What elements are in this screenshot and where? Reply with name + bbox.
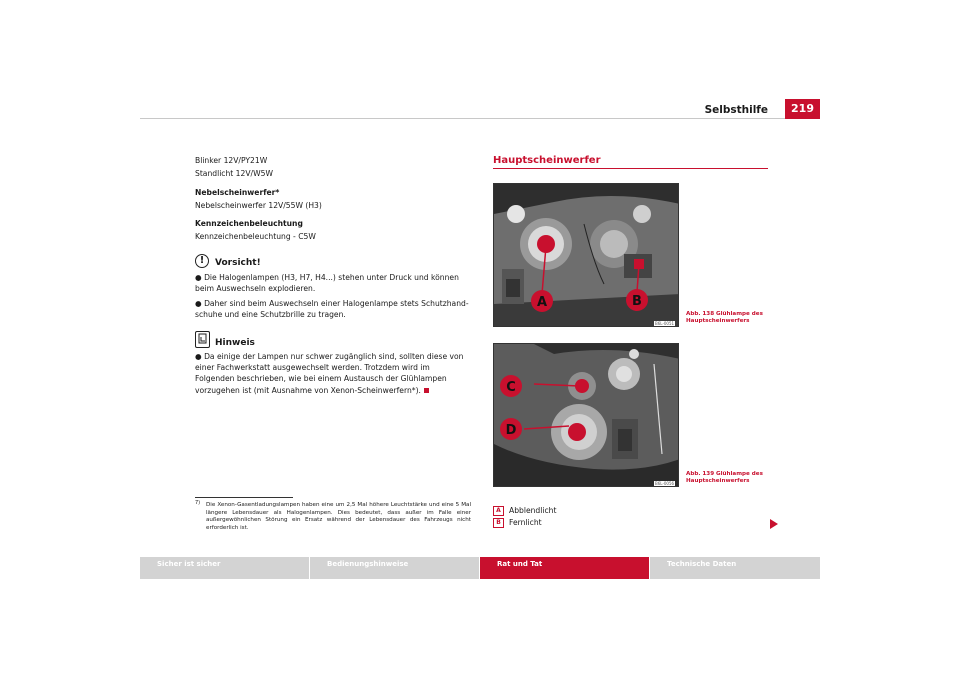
heading-kennzeichen: Kennzeichenbeleuchtung [195, 219, 303, 228]
exclamation-icon: ! [195, 254, 209, 268]
spec-line-standlicht: Standlicht 12V/W5W [195, 169, 273, 178]
footnote-marker: 7) [195, 500, 201, 506]
tab-sicher-ist-sicher[interactable]: Sicher ist sicher [140, 557, 309, 579]
figure-label-d: D [505, 423, 517, 438]
footnote [195, 502, 471, 532]
note-text: Da einige der Lampen nur schwer zugänglich sind, sollten diese von einer Fachwerkstatt ausgewechselt werden. Trotzdem wird im Folgenden beschrieben, wie bei einem Austausch der Glühlampen vorzugehen ist (mit Ausnahme von Xenon-Scheinwerfern*). [195, 352, 464, 395]
heading-nebelscheinwerfer: Nebelscheinwerfer* [195, 188, 280, 197]
page-header-title: Selbsthilfe [704, 104, 768, 116]
tab-rat-und-tat[interactable]: Rat und Tat [480, 557, 649, 579]
bullet-icon: ● [195, 299, 202, 308]
warning-item-2-text: Daher sind beim Auswechseln einer Halogenlampe stets Schutzhand-schuhe und eine Schutzbrille zu tragen. [195, 299, 469, 320]
figure-139-caption: Abb. 139 Glühlampe des Hauptscheinwerfers [686, 471, 763, 485]
legend-item-a [493, 506, 556, 516]
figure-138-code: B6L-0051 [655, 321, 675, 326]
figure-label-b: B [632, 294, 642, 309]
figure-138-caption: Abb. 138 Glühlampe des Hauptscheinwerfers [686, 311, 763, 325]
footnote-text: Die Xenon-Gasentladungslampen haben eine um 2,5 Mal höhere Leuchtstärke und eine 5 Mal längere Lebensdauer als Halogenlampen. Dies bedeutet, dass außer im Falle einer außergewöhnlichen Störung ein Ersatz während der Lebensdauer des Fahrzeugs nicht erforderlich ist. [206, 502, 471, 531]
note-icon [195, 331, 210, 348]
footnote-divider [195, 497, 293, 498]
warning-item-1 [195, 272, 470, 294]
section-title: Hauptscheinwerfer [493, 155, 601, 166]
tab-technische-daten[interactable]: Technische Daten [650, 557, 820, 579]
spec-line-blinker: Blinker 12V/PY21W [195, 156, 268, 165]
legend-key-b: B [493, 518, 504, 528]
header-divider [140, 118, 785, 119]
arrow-right-icon[interactable] [770, 519, 778, 529]
bullet-icon: ● [195, 273, 202, 282]
figure-139-image [493, 343, 679, 487]
figure-138-image [493, 183, 679, 327]
figure-label-a: A [536, 295, 548, 310]
spec-line-nebel: Nebelscheinwerfer 12V/55W (H3) [195, 201, 322, 210]
note-title: Hinweis [215, 338, 255, 348]
warning-title: Vorsicht! [215, 258, 261, 268]
section-divider [493, 168, 768, 169]
spec-line-kennzeichen: Kennzeichenbeleuchtung - C5W [195, 232, 316, 241]
bullet-icon: ● [195, 352, 202, 361]
warning-item-1-text: Die Halogenlampen (H3, H7, H4...) stehen unter Druck und können beim Auswechseln explodieren. [195, 273, 459, 294]
end-marker-icon [424, 388, 429, 393]
legend-key-a: A [493, 506, 504, 516]
legend-item-b [493, 518, 542, 528]
figure-139-code: B6L-0056 [655, 481, 675, 486]
figure-label-c: C [506, 380, 516, 395]
warning-item-2 [195, 298, 470, 320]
note-paragraph [195, 351, 470, 396]
legend-text-a: Abblendlicht [509, 506, 557, 515]
legend-text-b: Fernlicht [509, 518, 542, 527]
tab-bedienungshinweise[interactable]: Bedienungshinweise [310, 557, 479, 579]
page-number: 219 [785, 99, 820, 119]
